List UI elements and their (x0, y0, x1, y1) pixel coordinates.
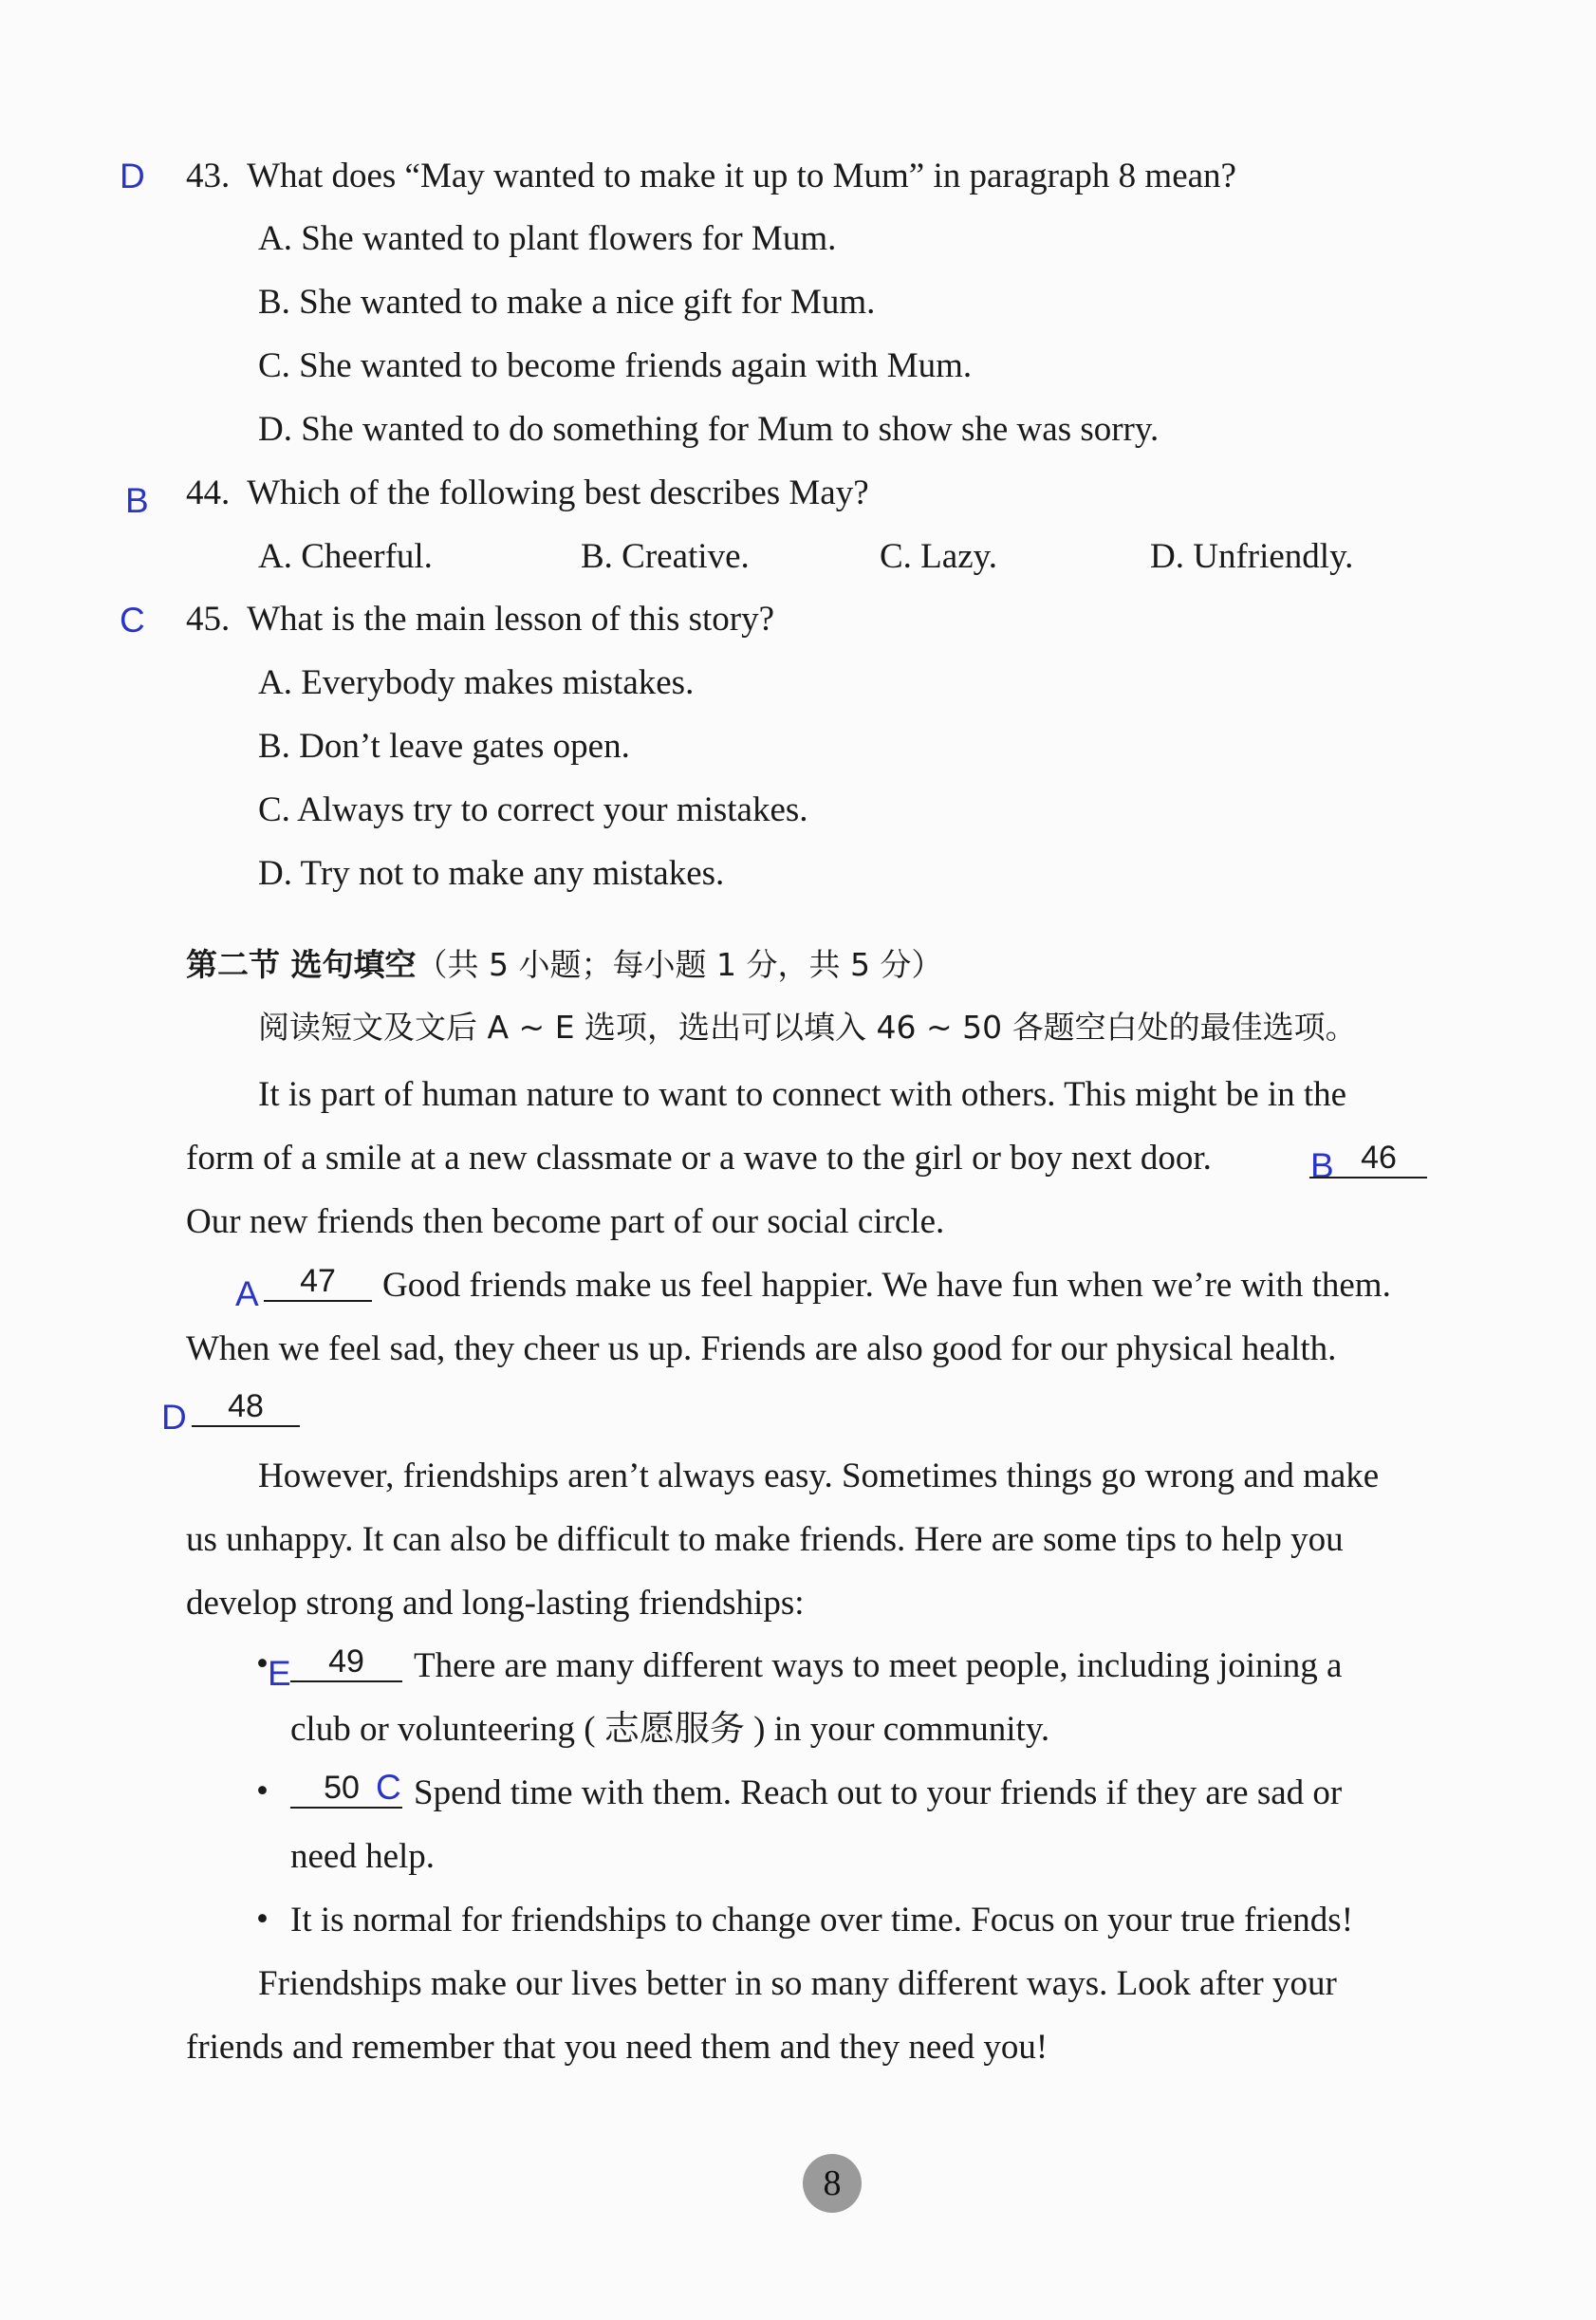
option-45-d: D. Try not to make any mistakes. (258, 854, 725, 893)
section-title: 第二节 选句填空 (186, 946, 417, 983)
question-number: 45. (186, 600, 231, 639)
passage-line: There are many different ways to meet people, including joining a (414, 1646, 1343, 1685)
bullet-icon: • (256, 1772, 269, 1810)
answer-mark-48: D (161, 1398, 187, 1437)
passage-line: However, friendships aren’t always easy. Sometimes things go wrong and make (258, 1457, 1380, 1495)
section-heading (186, 942, 942, 988)
option-44-b: B. Creative. (581, 537, 750, 576)
option-43-a: A. She wanted to plant flowers for Mum. (258, 219, 837, 258)
bullet-icon: • (256, 1644, 269, 1683)
blank-number: 46 (1361, 1140, 1397, 1176)
passage-line: Good friends make us feel happier. We have fun when we’re with them. (382, 1266, 1391, 1305)
question-text: Which of the following best describes May? (247, 473, 869, 512)
answer-mark-45: C (120, 601, 145, 640)
question-number: 44. (186, 473, 231, 512)
option-43-c: C. She wanted to become friends again with Mum. (258, 346, 973, 385)
passage-line: club or volunteering ( 志愿服务 ) in your community. (290, 1710, 1050, 1749)
question-number: 43. (186, 157, 231, 195)
blank-46 (1309, 1139, 1427, 1179)
passage-line: Friendships make our lives better in so many different ways. Look after your (258, 1964, 1337, 2003)
section-instruction: 阅读短文及文后 A ~ E 选项，选出可以填入 46 ~ 50 各题空白处的最佳选项。 (258, 1009, 1357, 1046)
blank-47 (264, 1262, 372, 1302)
answer-mark-46: B (1310, 1146, 1334, 1185)
answer-mark-49: E (268, 1654, 291, 1693)
section-subtitle: （共 5 小题；每小题 1 分，共 5 分） (416, 946, 943, 983)
passage-line: It is normal for friendships to change over time. Focus on your true friends! (290, 1901, 1354, 1940)
passage-line: need help. (290, 1837, 436, 1876)
bullet-icon: • (256, 1900, 269, 1939)
option-45-b: B. Don’t leave gates open. (258, 727, 630, 766)
option-44-c: C. Lazy. (880, 537, 997, 576)
option-45-a: A. Everybody makes mistakes. (258, 663, 695, 702)
question-44 (186, 471, 869, 516)
option-43-d: D. She wanted to do something for Mum to show she was sorry. (258, 410, 1160, 449)
answer-mark-50: C (376, 1768, 401, 1807)
passage-line: Spend time with them. Reach out to your friends if they are sad or (414, 1773, 1343, 1812)
passage-line: friends and remember that you need them and they need you! (186, 2028, 1049, 2067)
passage-line: form of a smile at a new classmate or a wave to the girl or boy next door. (186, 1139, 1212, 1178)
option-44-d: D. Unfriendly. (1150, 537, 1354, 576)
passage-line: When we feel sad, they cheer us up. Friends are also good for our physical health. (186, 1329, 1337, 1368)
question-text: What does “May wanted to make it up to Mum” in paragraph 8 mean? (247, 157, 1236, 195)
option-44-a: A. Cheerful. (258, 537, 433, 576)
option-45-c: C. Always try to correct your mistakes. (258, 790, 808, 829)
answer-mark-44: B (125, 481, 149, 520)
option-43-b: B. She wanted to make a nice gift for Mum. (258, 283, 876, 322)
blank-48 (192, 1387, 300, 1427)
passage-line: develop strong and long-lasting friendships: (186, 1584, 805, 1623)
question-text: What is the main lesson of this story? (247, 600, 775, 639)
blank-49 (290, 1643, 402, 1682)
question-45 (186, 597, 774, 642)
passage-line: Our new friends then become part of our social circle. (186, 1202, 945, 1241)
answer-mark-43: D (120, 157, 145, 195)
page-number: 8 (803, 2154, 862, 2213)
question-43 (186, 154, 1236, 199)
blank-number: 48 (228, 1388, 264, 1424)
blank-number: 49 (328, 1643, 364, 1680)
answer-mark-47: A (235, 1274, 259, 1313)
blank-number: 50 (324, 1770, 360, 1806)
passage-line: us unhappy. It can also be difficult to make friends. Here are some tips to help you (186, 1520, 1344, 1559)
passage-line: It is part of human nature to want to connect with others. This might be in the (258, 1075, 1347, 1114)
blank-number: 47 (300, 1263, 336, 1299)
